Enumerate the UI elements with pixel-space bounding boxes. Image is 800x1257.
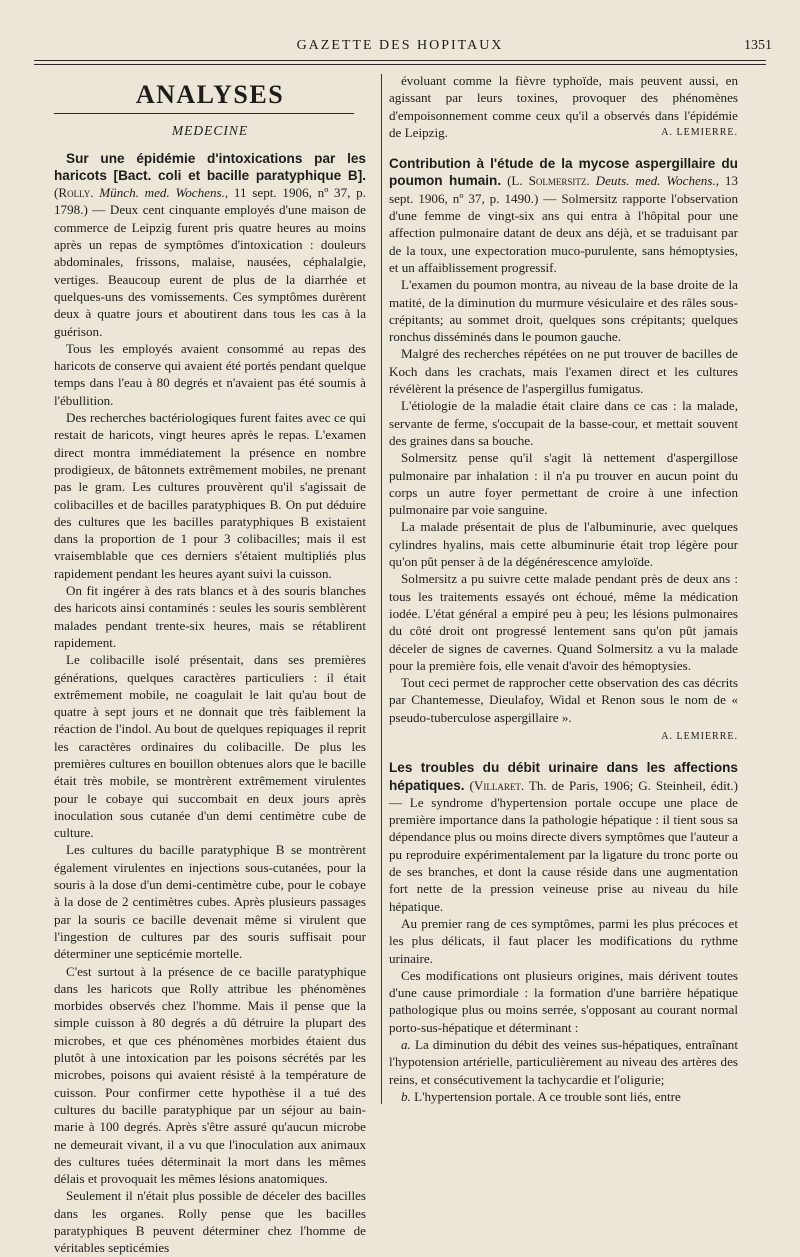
journal-name: Deuts. med. Wochens. xyxy=(595,173,716,189)
list-item xyxy=(389,1088,738,1105)
paragraph: La malade présentait de plus de l'albuminurie, avec quelques cylindres hyalins, mais cette albuminurie était trop légère pour qu'on pût penser à de la dégénérescence amyloïde. xyxy=(389,519,738,570)
article-citation-text: Th. de Paris, 1906; G. Steinheil, édit.) — Le syndrome d'hypertension portale occupe une place de première importance dans la pathologie hépatique : il tient sous sa dépendance plus ou moins directe divers symptômes que l'auteur a pu reproduire expérimentalement par la ligature du tronc porte ou de ses branches, et dont la cause réside dans une augmentation fort nette de la pression veineuse prise au niveau du hile hépatique. xyxy=(389,777,738,914)
continuation-text: évoluant comme la fièvre typhoïde, mais peuvent aussi, en agissant par leurs toxines, provoquer des phénomènes d'empoisonnement comme ceux qu'il a observés dans l'épidémie de Leipzig. xyxy=(389,73,738,140)
article-title: Les troubles du débit urinaire dans les affections hépatiques. xyxy=(389,760,738,793)
article-block xyxy=(389,155,738,745)
list-item-text: La diminution du débit des veines sus-hépatiques, entraînant l'hypotension artérielle, particulièrement au niveau des artères des reins, et consécutivement la tachycardie et l'oligurie; xyxy=(389,1037,738,1087)
article-title: Contribution à l'étude de la mycose aspergillaire du poumon humain. xyxy=(389,156,738,189)
header-rule-thin xyxy=(34,64,766,65)
paragraph: Le colibacille isolé présentait, dans ses premières générations, quelques caractères particuliers : il était extrêmement mobile, ne coagulait le lait qu'au bout de quatre à sept jours et ne donnait que très faiblement la réaction de l'indol. Au bout de quelques repiquages il reprit les caractères ordinaires du colibacille. De plus les premières cultures en bouillon obtenues alors que le bacille était très mobile, se montrèrent extrêmement virulentes pour le cobaye qui succombait en deux jours après inoculation sous cutanée d'un demi centimètre cube de culture. xyxy=(54,652,366,841)
article-author: Rolly. xyxy=(58,185,94,201)
paragraph: Tout ceci permet de rapprocher cette observation des cas décrits par Chantemesse, Dieulafoy, Widal et Renon sous le nom de « pseudo-tuberculose aspergillaire ». xyxy=(389,675,738,725)
running-title: GAZETTE DES HOPITAUX xyxy=(296,38,504,53)
paragraph: Des recherches bactériologiques furent faites avec ce qui restait de haricots, vingt heures après le repas. L'examen direct montra immédiatement la présence en nombre prodigieux, de bâtonnets extrêmement mobiles, ne prenant pas le gram. Les cultures prouvèrent qu'il s'agissait de colibacilles et de bacilles paratyphiques B. On put déduire des cultures que les bacilles paratyphiques B existaient dans la proportion de 1 pour 3 colibacilles; mais il est vraisemblable que ces derniers s'étaient multipliés plus rapidement pendant les heures ayant suivi la cuisson. xyxy=(54,410,366,581)
section-title: ANALYSES xyxy=(135,80,285,109)
paragraph: Seulement il n'était plus possible de déceler des bacilles dans les organes. Rolly pense que les bacilles paratyphiques B peuvent déterminer chez l'homme de véritables septicémies xyxy=(54,1188,366,1256)
header-rule xyxy=(34,60,766,61)
right-column xyxy=(389,72,738,1160)
paragraph: L'examen du poumon montra, au niveau de la base droite de la matité, de la diminution du murmure vésiculaire et des râles sous-crépitants; au sommet droit, quelques sons crépitants; quelques ronchus disséminés dans le poumon gauche. xyxy=(389,277,738,345)
article-intro: Contribution à l'étude de la mycose aspergillaire du poumon humain. (L. Solmersitz. Deuts. med. Wochens., 13 sept. 1906, nº 37, p. 1490.) — Solmersitz rapporte l'observation d'une femme de vingt-six ans qui entra à l'hôpital pour une affection pulmonaire datant de deux ans déjà, et se traduisant par de la toux, une expectoration muco-purulente, sans hémoptysies, et un affaiblissement progressif. xyxy=(389,156,739,275)
page-number: 1351 xyxy=(744,38,772,53)
article-intro: Les troubles du débit urinaire dans les affections hépatiques. (Villaret. Th. de Paris, 1906; G. Steinheil, édit.) — Le syndrome d'hypertension portale occupe une place de première importance dans la pathologie hépatique : il tient sous sa dépendance plus ou moins directe divers symptômes que l'auteur a pu reproduire expérimentalement par la ligature du tronc porte ou de ses branches, et dont la cause réside dans une augmentation fort nette de la pression veineuse prise au niveau du hile hépatique. xyxy=(389,760,738,914)
article-title: Sur une épidémie d'intoxications par les haricots [Bact. coli et bacille paratyphique B]. xyxy=(54,150,366,183)
paragraph: Malgré des recherches répétées on ne put trouver de bacilles de Koch dans les crachats, mais l'examen direct et les cultures révélèrent la présence de l'aspergillus fumigatus. xyxy=(389,346,738,397)
list-item-text: L'hypertension portale. A ce trouble sont liés, entre xyxy=(410,1088,681,1104)
list-item-label: b. xyxy=(401,1088,411,1104)
article-intro: Sur une épidémie d'intoxications par les haricots [Bact. coli et bacille paratyphique B]. (Rolly. Münch. med. Wochens., 11 sept. 1906, nº 37, p. 1798.) — Deux cent cinquante employés d'une maison de commerce de Leipzig furent pris quatre heures au moins après un repas de symptômes d'intoxication : douleurs abdominales, frissons, malaise, nausées, céphalalgie, vertiges. Beaucoup eurent de plus de la diarrhée et quelques-uns des vomissements. Ces symptômes durèrent deux à quatre jours et aboutirent dans tous les cas à la guérison. xyxy=(54,150,366,339)
paragraph xyxy=(389,72,738,141)
paragraph: Ces modifications ont plusieurs origines, mais dérivent toutes d'une cause primordiale : la formation d'une barrière hépatique pathologique plus ou moins serrée, s'opposant au courant normal porto-sus-hépatique et déterminant : xyxy=(389,967,738,1035)
author-signature: A. LEMIERRE. xyxy=(661,126,738,138)
paragraph: Tous les employés avaient consommé au repas des haricots de conserve qui avaient été portés pendant quelque temps dans l'eau à 80 degrés et n'avaient pas été soumis à l'ébullition. xyxy=(54,340,366,408)
paragraph: Solmersitz pense qu'il s'agit là nettement d'aspergillose pulmonaire par inhalation : il n'a pu trouver en aucun point du corps un autre foyer permettant de croire à une infection pulmonaire par voie sanguine. xyxy=(389,450,738,518)
article-block xyxy=(389,759,738,1105)
author-signature: A. LEMIERRE. xyxy=(661,730,738,742)
column-divider xyxy=(381,74,382,1104)
subsection-title: MEDECINE xyxy=(171,123,249,139)
paragraph: L'étiologie de la maladie était claire dans ce cas : la malade, servante de ferme, s'occupait de la basse-cour, et mettait souvent des graines dans sa bouche. xyxy=(389,398,738,448)
list-item-label: a. xyxy=(401,1037,411,1053)
left-column xyxy=(54,72,366,1256)
article-author: Villaret. xyxy=(473,777,525,793)
paragraph: Solmersitz a pu suivre cette malade pendant près de deux ans : tous les traitements essayés ont échoué, même la médication iodée. L'état général a empiré peu à peu; les lésions pulmonaires du côté droit ont progressé lentement sans qu'on pût jamais déceler de signes de cavernes. Quand Solmersitz a vu la malade pour la première fois, elle venait d'avoir des hémoptysies. xyxy=(389,571,738,673)
paragraph: C'est surtout à la présence de ce bacille paratyphique dans les haricots que Rolly attribue les phénomènes morbides observés chez l'homme. Mais il pense que la simple cuisson à 80 degrés a dû détruire la plupart des microbes, et que ces phénomènes morbides étaient dus plutôt à une intoxication par les poisons sécrétés par les microbes, poisons qui avaient résisté à la température de cuisson. Pour confirmer cette hypothèse il a tué des cultures du bacille paratyphique par un séjour au bain-marie à 100 degrés. Après s'être assuré qu'aucun microbe ne demeurait vivant, il a vu que l'inoculation aux animaux des cultures tuées déterminait la mort dans les mêmes délais et provoquait les mêmes lésions anatomiques. xyxy=(54,963,366,1187)
list-item xyxy=(389,1036,738,1088)
article-citation-text: , 13 sept. 1906, nº 37, p. 1490.) — Solmersitz rapporte l'observation d'une femme de vingt-six ans qui entra à l'hôpital pour une affection pulmonaire datant de deux ans déjà, et se traduisant par de la toux, une expectoration muco-purulente, sans hémoptysies, et un affaiblissement progressif. xyxy=(389,173,739,275)
paragraph: Au premier rang de ces symptômes, parmi les plus précoces et les plus délicats, il faut placer les modifications du rythme urinaire. xyxy=(389,915,738,966)
article-citation-text: , 11 sept. 1906, nº 37, p. 1798.) — Deux cent cinquante employés d'une maison de commerce de Leipzig furent pris quatre heures au moins après un repas de symptômes d'intoxication : douleurs abdominales, frissons, malaise, nausées, céphalalgie, vertiges. Beaucoup eurent de plus de la diarrhée et quelques-uns des vomissements. Ces symptômes durèrent deux à quatre jours et aboutirent dans tous les cas à la guérison. xyxy=(54,185,366,339)
paragraph: On fit ingérer à des rats blancs et à des souris blanches des haricots ainsi contaminés : seules les souris semblèrent malades pendant trente-six heures, mais se rétablirent rapidement. xyxy=(54,583,366,650)
section-rule xyxy=(54,113,354,114)
journal-name: Münch. med. Wochens. xyxy=(99,185,225,201)
article-author: Solmersitz. xyxy=(528,173,590,189)
paragraph: Les cultures du bacille paratyphique B se montrèrent également virulentes en injections sous-cutanées, pour la souris à la dose d'un demi-centimètre cube, pour le cobaye à la dose de 2 centimètres cubes. Après plusieurs passages par la souris ce bacille devenait même si virulent que l'ingestion de cultures par des souris suffisait pour déterminer une septicémie mortelle. xyxy=(54,842,366,962)
